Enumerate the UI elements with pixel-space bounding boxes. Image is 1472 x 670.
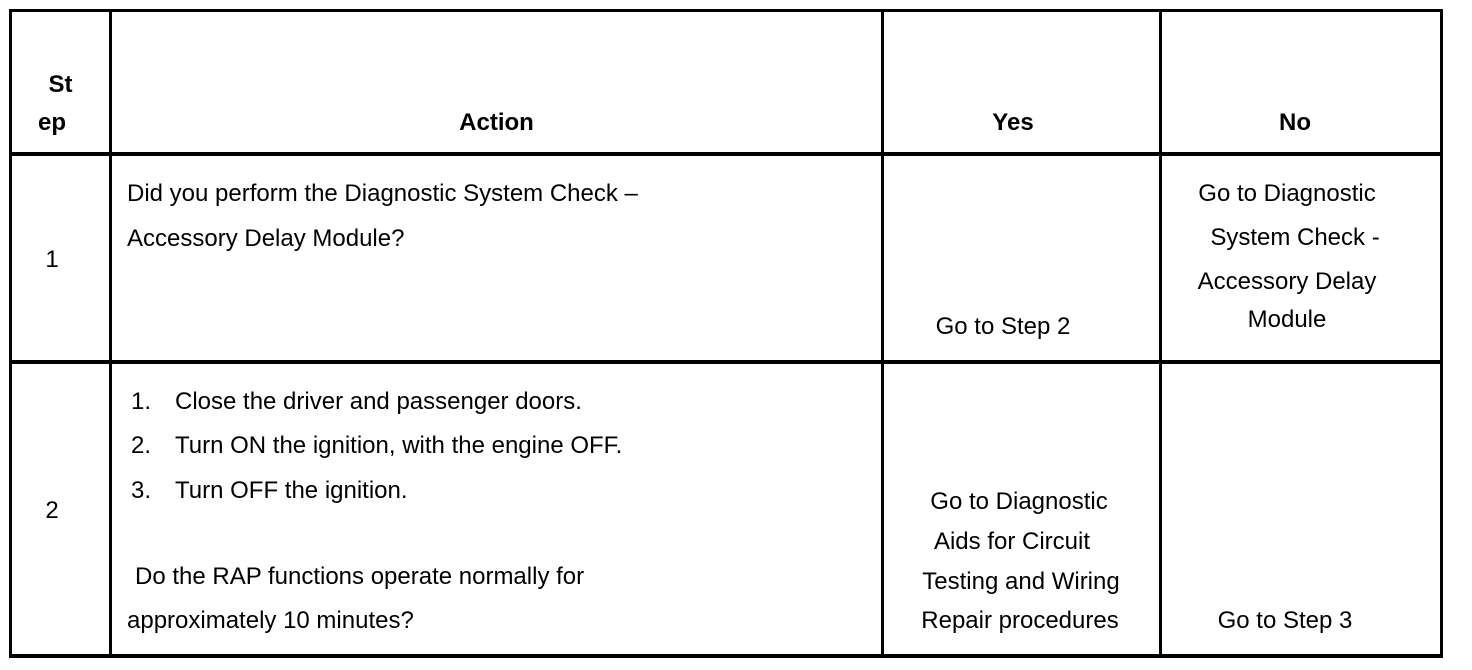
row2-item1-num: 1. [131, 388, 152, 415]
row1-no-line1: Go to Diagnostic [1198, 180, 1376, 207]
row2-item3-text: Turn OFF the ignition. [175, 477, 408, 504]
row2-item1-text: Close the driver and passenger doors. [175, 388, 582, 415]
column-divider [109, 9, 112, 657]
row-divider [9, 360, 1443, 364]
row2-question-line1: Do the RAP functions operate normally for [135, 563, 585, 590]
row-divider [9, 654, 1443, 658]
row1-yes: Go to Step 2 [935, 313, 1071, 340]
row1-no-line2: System Check - [1210, 224, 1380, 251]
row1-step: 1 [45, 246, 59, 273]
row2-yes-line2: Aids for Circuit [933, 528, 1091, 555]
row2-item2-num: 2. [131, 432, 152, 459]
row2-step: 2 [45, 497, 59, 524]
row2-item3-num: 3. [131, 477, 152, 504]
row2-yes-line1: Go to Diagnostic [930, 488, 1108, 515]
row2-item2-text: Turn ON the ignition, with the engine OFF. [175, 432, 623, 459]
row2-question-line2: approximately 10 minutes? [127, 607, 414, 634]
row1-action-line1: Did you perform the Diagnostic System Check – [127, 180, 638, 207]
header-divider [9, 152, 1443, 156]
header-step-line1: St [48, 71, 73, 98]
row1-no-line3: Accessory Delay [1197, 268, 1377, 295]
header-action: Action [459, 109, 534, 136]
row1-no-line4: Module [1247, 306, 1327, 333]
row1-action-line2: Accessory Delay Module? [127, 225, 405, 252]
header-step-line2: ep [37, 109, 66, 136]
row2-no: Go to Step 3 [1217, 607, 1353, 634]
row2-yes-line3: Testing and Wiring [922, 568, 1120, 595]
column-divider [1440, 9, 1443, 657]
header-no: No [1279, 109, 1311, 136]
row2-yes-line4: Repair procedures [921, 607, 1119, 634]
header-yes: Yes [992, 109, 1034, 136]
